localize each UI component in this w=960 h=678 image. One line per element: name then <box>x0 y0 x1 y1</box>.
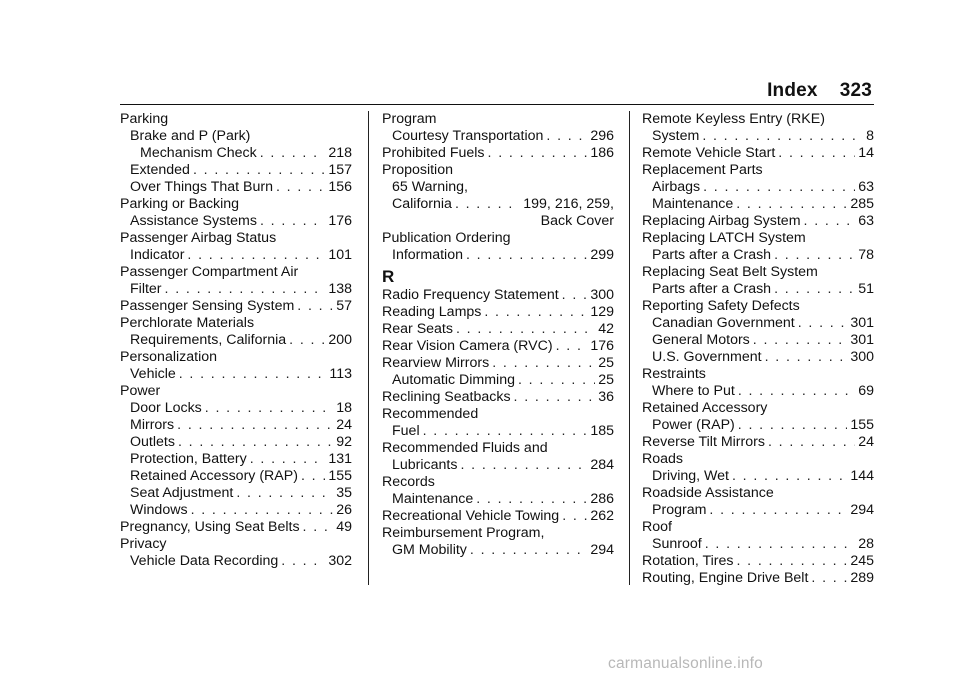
index-entry <box>120 213 352 230</box>
index-entry <box>120 247 352 264</box>
index-entry <box>642 162 874 179</box>
entry-term: Recommended Fluids and <box>382 440 548 456</box>
entry-term: Airbags <box>652 179 701 195</box>
dot-leader <box>709 502 847 519</box>
entry-term: Privacy <box>120 536 167 552</box>
dot-leader <box>193 162 325 179</box>
index-entry <box>382 321 614 338</box>
index-column-3 <box>642 111 874 587</box>
entry-page: 24 <box>336 417 352 433</box>
entry-term: Replacing Airbag System <box>642 213 801 229</box>
index-entry <box>642 468 874 485</box>
entry-term: Reimbursement Program, <box>382 525 545 541</box>
entry-term: Routing, Engine Drive Belt <box>642 570 809 586</box>
entry-page: 186 <box>590 145 614 161</box>
entry-page: 28 <box>858 536 874 552</box>
dot-leader <box>297 298 333 315</box>
index-entry <box>120 468 352 485</box>
entry-page: 138 <box>328 281 352 297</box>
entry-term: Prohibited Fuels <box>382 145 485 161</box>
entry-page: 25 <box>598 355 614 371</box>
entry-page: 92 <box>336 434 352 450</box>
entry-page: 25 <box>598 372 614 388</box>
entry-term: Publication Ordering <box>382 230 511 246</box>
entry-page: 57 <box>336 298 352 314</box>
entry-page: 113 <box>329 366 352 382</box>
index-entry <box>120 502 352 519</box>
index-entry <box>382 304 614 321</box>
index-entry <box>642 383 874 400</box>
header-rule <box>120 104 874 105</box>
index-entry <box>382 525 614 542</box>
entry-page: 284 <box>590 457 614 473</box>
dot-leader <box>705 536 856 553</box>
index-entry <box>382 389 614 406</box>
entry-term: System <box>652 128 700 144</box>
dot-leader <box>518 372 595 389</box>
dot-leader <box>736 196 847 213</box>
index-entry <box>120 145 352 162</box>
index-entry <box>642 315 874 332</box>
index-entry <box>642 213 874 230</box>
entry-page: 78 <box>858 247 874 263</box>
entry-page: 302 <box>328 553 352 569</box>
entry-page: 8 <box>866 128 874 144</box>
entry-page: 199, 216, 259, <box>523 196 614 212</box>
entry-page: 301 <box>850 315 874 331</box>
entry-term: Reverse Tilt Mirrors <box>642 434 765 450</box>
entry-term: Reclining Seatbacks <box>382 389 511 405</box>
entry-page: 218 <box>328 145 352 161</box>
dot-leader <box>804 213 856 230</box>
index-entry <box>120 332 352 349</box>
dot-leader <box>456 321 595 338</box>
index-entry <box>120 349 352 366</box>
page-header <box>767 80 872 102</box>
index-entry <box>642 179 874 196</box>
index-entry <box>382 372 614 389</box>
entry-term: Perchlorate Materials <box>120 315 255 331</box>
entry-term: Passenger Compartment Air <box>120 264 299 280</box>
entry-term: GM Mobility <box>392 542 467 558</box>
index-entry <box>120 536 352 553</box>
dot-leader <box>289 332 325 349</box>
dot-leader <box>187 247 325 264</box>
entry-page: 101 <box>328 247 352 263</box>
entry-page: 176 <box>328 213 352 229</box>
entry-term: Power (RAP) <box>652 417 735 433</box>
entry-page: 301 <box>850 332 874 348</box>
dot-leader <box>301 468 325 485</box>
dot-leader <box>165 281 326 298</box>
index-entry <box>120 128 352 145</box>
index-entry <box>382 406 614 423</box>
entry-term: Recommended <box>382 406 479 422</box>
index-entry <box>382 440 614 457</box>
entry-term: Replacement Parts <box>642 162 763 178</box>
entry-term: Driving, Wet <box>652 468 729 484</box>
entry-page: 294 <box>590 542 614 558</box>
dot-leader <box>470 542 587 559</box>
entry-page: 18 <box>336 400 352 416</box>
entry-term: Rear Vision Camera (RVC) <box>382 338 553 354</box>
entry-term: Fuel <box>392 423 420 439</box>
entry-term: Reading Lamps <box>382 304 482 320</box>
entry-page: 155 <box>850 417 874 433</box>
dot-leader <box>260 213 325 230</box>
index-entry <box>382 474 614 491</box>
entry-term: Canadian Government <box>652 315 795 331</box>
dot-leader <box>774 247 855 264</box>
entry-term: Rotation, Tires <box>642 553 734 569</box>
index-entry <box>120 485 352 502</box>
index-entry <box>120 451 352 468</box>
dot-leader <box>562 287 588 304</box>
index-entry <box>642 519 874 536</box>
index-entry <box>642 570 874 587</box>
entry-page: 185 <box>590 423 614 439</box>
entry-term: Parking or Backing <box>120 196 240 212</box>
index-entry <box>642 298 874 315</box>
index-entry <box>642 230 874 247</box>
entry-term: Records <box>382 474 435 490</box>
dot-leader <box>702 128 863 145</box>
entry-term: Radio Frequency Statement <box>382 287 559 303</box>
index-entry <box>642 332 874 349</box>
dot-leader <box>250 451 326 468</box>
entry-term: Passenger Sensing System <box>120 298 295 314</box>
entry-page: 129 <box>590 304 614 320</box>
entry-page: 14 <box>858 145 874 161</box>
entry-page: 51 <box>858 281 874 297</box>
dot-leader <box>492 355 595 372</box>
entry-page: 245 <box>850 553 874 569</box>
dot-leader <box>303 519 334 536</box>
dot-leader <box>774 281 855 298</box>
entry-term: Filter <box>130 281 162 297</box>
dot-leader <box>562 508 587 525</box>
entry-page: 176 <box>590 338 614 354</box>
dot-leader <box>738 417 848 434</box>
index-entry <box>382 162 614 179</box>
dot-leader <box>765 349 848 366</box>
entry-page: 296 <box>590 128 614 144</box>
entry-term: Brake and P (Park) <box>130 128 251 144</box>
index-entry <box>642 264 874 281</box>
index-entry <box>642 553 874 570</box>
index-entry <box>382 196 614 213</box>
entry-term: Sunroof <box>652 536 702 552</box>
entry-page: 200 <box>328 332 352 348</box>
entry-page: 144 <box>850 468 874 484</box>
index-entry <box>642 349 874 366</box>
entry-page: 285 <box>850 196 874 212</box>
index-entry <box>382 423 614 440</box>
dot-leader <box>276 179 325 196</box>
dot-leader <box>556 338 588 355</box>
entry-term: Replacing LATCH System <box>642 230 806 246</box>
index-entry <box>120 434 352 451</box>
dot-leader <box>732 468 847 485</box>
index-entry <box>120 417 352 434</box>
entry-term: Power <box>120 383 161 399</box>
entry-page: 262 <box>590 508 614 524</box>
dot-leader <box>476 491 587 508</box>
entry-term: U.S. Government <box>652 349 762 365</box>
entry-page: 289 <box>850 570 874 586</box>
column-divider <box>629 111 630 585</box>
index-entry <box>120 519 352 536</box>
index-entry <box>382 230 614 247</box>
index-entry <box>642 366 874 383</box>
entry-page: 294 <box>850 502 874 518</box>
entry-term: Remote Vehicle Start <box>642 145 776 161</box>
entry-page: Back Cover <box>540 213 614 229</box>
entry-page: 299 <box>590 247 614 263</box>
entry-term: Outlets <box>130 434 175 450</box>
dot-leader <box>460 457 587 474</box>
index-entry <box>642 417 874 434</box>
dot-leader <box>753 332 848 349</box>
dot-leader <box>177 417 333 434</box>
entry-term: Parts after a Crash <box>652 281 772 297</box>
entry-term: General Motors <box>652 332 750 348</box>
index-entry <box>120 196 352 213</box>
dot-leader <box>281 553 325 570</box>
entry-term: Lubricants <box>392 457 458 473</box>
entry-page: 35 <box>336 485 352 501</box>
entry-term: Where to Put <box>652 383 735 399</box>
index-entry <box>642 400 874 417</box>
entry-term: Replacing Seat Belt System <box>642 264 818 280</box>
entry-term: Pregnancy, Using Seat Belts <box>120 519 300 535</box>
entry-term: Door Locks <box>130 400 202 416</box>
entry-term: Information <box>392 247 463 263</box>
dot-leader <box>179 366 327 383</box>
section-title: Index <box>767 80 818 101</box>
entry-term: Roads <box>642 451 684 467</box>
entry-term: Mechanism Check <box>140 145 257 161</box>
index-entry <box>120 281 352 298</box>
dot-leader <box>768 434 855 451</box>
entry-term: Extended <box>130 162 190 178</box>
entry-term: 65 Warning, <box>392 179 468 195</box>
dot-leader <box>736 553 847 570</box>
column-divider <box>368 111 369 585</box>
entry-term: Automatic Dimming <box>392 372 515 388</box>
index-entry <box>120 264 352 281</box>
entry-page: 26 <box>336 502 352 518</box>
index-entry <box>382 491 614 508</box>
entry-page: 131 <box>328 451 352 467</box>
entry-term: Assistance Systems <box>130 213 257 229</box>
watermark: carmanualsonline.info <box>608 655 763 672</box>
entry-term: Parking <box>120 111 169 127</box>
section-letter: R <box>382 267 395 286</box>
index-entry <box>382 338 614 355</box>
entry-term: California <box>392 196 452 212</box>
index-entry <box>120 553 352 570</box>
dot-leader <box>514 389 596 406</box>
index-entry <box>642 128 874 145</box>
dot-leader <box>546 128 587 145</box>
entry-term: Personalization <box>120 349 218 365</box>
entry-term: Maintenance <box>652 196 734 212</box>
dot-leader <box>738 383 855 400</box>
entry-page: 63 <box>858 179 874 195</box>
entry-term: Remote Keyless Entry (RKE) <box>642 111 825 127</box>
index-entry <box>642 434 874 451</box>
index-column-1 <box>120 111 352 570</box>
entry-term: Proposition <box>382 162 453 178</box>
index-entry <box>120 162 352 179</box>
entry-page: 286 <box>590 491 614 507</box>
entry-page: 157 <box>328 162 352 178</box>
dot-leader <box>466 247 587 264</box>
entry-term: Roadside Assistance <box>642 485 774 501</box>
index-entry <box>642 451 874 468</box>
entry-term: Indicator <box>130 247 185 263</box>
index-entry <box>382 111 614 128</box>
entry-term: Vehicle Data Recording <box>130 553 279 569</box>
index-entry <box>642 281 874 298</box>
entry-page: 300 <box>590 287 614 303</box>
entry-term: Windows <box>130 502 188 518</box>
index-entry <box>642 536 874 553</box>
entry-page: 42 <box>598 321 614 337</box>
dot-leader <box>236 485 333 502</box>
dot-leader <box>703 179 855 196</box>
index-entry-continuation <box>382 213 614 230</box>
page-number: 323 <box>839 80 872 101</box>
index-entry <box>642 247 874 264</box>
index-entry <box>120 230 352 247</box>
index-entry <box>382 128 614 145</box>
entry-term: Rear Seats <box>382 321 453 337</box>
dot-leader <box>178 434 333 451</box>
index-entry <box>642 111 874 128</box>
index-entry <box>642 145 874 162</box>
entry-term: Protection, Battery <box>130 451 247 467</box>
entry-page: 69 <box>858 383 874 399</box>
index-entry <box>382 179 614 196</box>
entry-page: 36 <box>598 389 614 405</box>
dot-leader <box>798 315 848 332</box>
dot-leader <box>423 423 588 440</box>
index-entry <box>120 366 352 383</box>
index-entry <box>642 502 874 519</box>
entry-term: Retained Accessory <box>642 400 768 416</box>
index-entry <box>120 315 352 332</box>
index-entry <box>642 485 874 502</box>
entry-term: Passenger Airbag Status <box>120 230 277 246</box>
dot-leader <box>778 145 855 162</box>
entry-term: Program <box>382 111 437 127</box>
index-entry <box>382 508 614 525</box>
entry-term: Parts after a Crash <box>652 247 772 263</box>
entry-term: Retained Accessory (RAP) <box>130 468 298 484</box>
entry-term: Requirements, California <box>130 332 287 348</box>
dot-leader <box>811 570 847 587</box>
index-entry <box>382 355 614 372</box>
index-entry <box>120 383 352 400</box>
dot-leader <box>484 304 587 321</box>
index-entry <box>382 457 614 474</box>
dot-leader <box>260 145 326 162</box>
entry-term: Recreational Vehicle Towing <box>382 508 560 524</box>
index-entry <box>642 196 874 213</box>
entry-term: Restraints <box>642 366 706 382</box>
index-entry <box>382 247 614 264</box>
entry-page: 156 <box>328 179 352 195</box>
index-entry <box>120 179 352 196</box>
entry-term: Program <box>652 502 707 518</box>
dot-leader <box>191 502 334 519</box>
index-entry <box>120 111 352 128</box>
entry-term: Rearview Mirrors <box>382 355 490 371</box>
index-entry <box>120 400 352 417</box>
entry-page: 24 <box>858 434 874 450</box>
dot-leader <box>205 400 333 417</box>
dot-leader <box>455 196 520 213</box>
entry-term: Mirrors <box>130 417 175 433</box>
entry-term: Vehicle <box>130 366 176 382</box>
entry-term: Seat Adjustment <box>130 485 234 501</box>
entry-page: 49 <box>336 519 352 535</box>
entry-page: 300 <box>850 349 874 365</box>
entry-page: 155 <box>328 468 352 484</box>
entry-term: Roof <box>642 519 672 535</box>
index-entry <box>382 287 614 304</box>
index-column-2 <box>382 111 614 559</box>
dot-leader <box>488 145 588 162</box>
entry-term: Reporting Safety Defects <box>642 298 800 314</box>
index-entry <box>382 542 614 559</box>
entry-term: Courtesy Transportation <box>392 128 544 144</box>
index-entry <box>382 145 614 162</box>
entry-page: 63 <box>858 213 874 229</box>
entry-term: Over Things That Burn <box>130 179 273 195</box>
entry-term: Maintenance <box>392 491 474 507</box>
index-entry <box>120 298 352 315</box>
